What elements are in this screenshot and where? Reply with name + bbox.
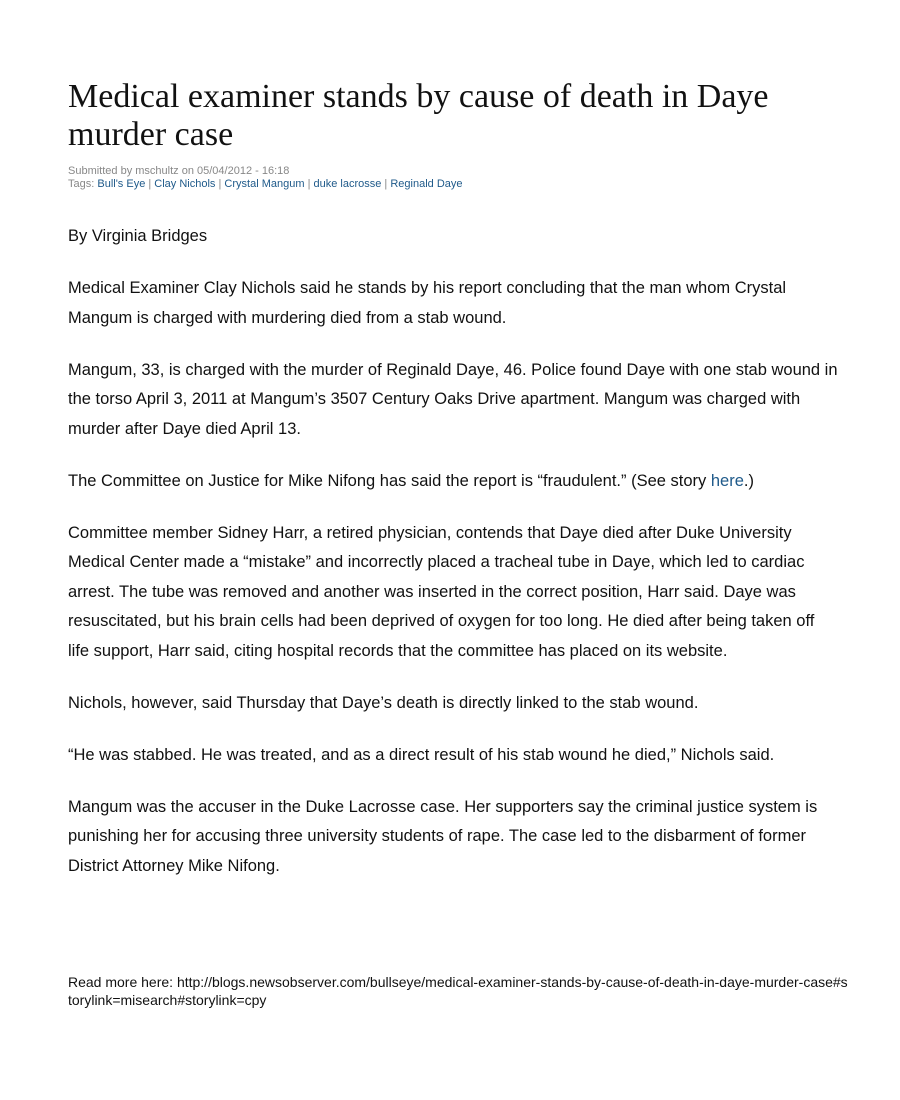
paragraph: Medical Examiner Clay Nichols said he stands by his report concluding that the man whom Crystal Mangum is charged with murdering died from a stab wound.: [68, 279, 787, 327]
paragraph: Mangum, 33, is charged with the murder of Reginald Daye, 46. Police found Daye with one stab wound in the torso April 3, 2011 at Mangum’s 3507 Century Oaks Drive apartment. Mangum was charged with murder after Daye died April 13.: [68, 360, 838, 438]
tag-separator: |: [148, 178, 152, 190]
tag-link-duke-lacrosse[interactable]: duke lacrosse: [313, 178, 382, 190]
article-body: [68, 222, 838, 904]
tag-separator: |: [218, 178, 222, 190]
paragraph: Mangum was the accuser in the Duke Lacrosse case. Her supporters say the criminal justice system is punishing her for accusing three university students of rape. The case led to the disbarment of former District Attorney Mike Nifong.: [68, 797, 818, 875]
tags-line: [68, 178, 838, 191]
read-more-url: Read more here: http://blogs.newsobserver.com/bullseye/medical-examiner-stands-by-cause-of-death-in-daye-murder-case#storylink=misearch#storylink=cpy: [68, 974, 848, 1008]
article-meta: [68, 165, 838, 191]
story-link[interactable]: here: [710, 471, 744, 490]
tags-label: Tags:: [68, 178, 95, 190]
tag-link-bulls-eye[interactable]: Bull's Eye: [97, 178, 146, 190]
paragraph: Committee member Sidney Harr, a retired physician, contends that Daye died after Duke University Medical Center made a “mistake” and incorrectly placed a tracheal tube in Daye, which led to cardiac arrest. The tube was removed and another was inserted in the correct position, Harr said. Daye was resuscitated, but his brain cells had been deprived of oxygen for too long. He died after being taken off life support, Harr said, citing hospital records that the committee has placed on its website.: [68, 523, 815, 660]
byline: By Virginia Bridges: [68, 227, 208, 245]
paragraph-text: The Committee on Justice for Mike Nifong has said the report is “fraudulent.” (See story: [68, 471, 711, 490]
paragraph: “He was stabbed. He was treated, and as a direct result of his stab wound he died,” Nichols said.: [68, 745, 775, 764]
tag-separator: |: [307, 178, 311, 190]
paragraph-with-link: [68, 467, 838, 497]
tag-separator: |: [384, 178, 388, 190]
tag-link-clay-nichols[interactable]: Clay Nichols: [154, 178, 216, 190]
paragraph-text: .): [743, 471, 754, 490]
paragraph: Nichols, however, said Thursday that Daye’s death is directly linked to the stab wound.: [68, 693, 699, 712]
tag-link-reginald-daye[interactable]: Reginald Daye: [390, 178, 463, 190]
submitted-line: Submitted by mschultz on 05/04/2012 - 16:18: [68, 165, 290, 177]
article-title: Medical examiner stands by cause of death in Daye murder case: [68, 78, 769, 153]
tag-link-crystal-mangum[interactable]: Crystal Mangum: [224, 178, 305, 190]
